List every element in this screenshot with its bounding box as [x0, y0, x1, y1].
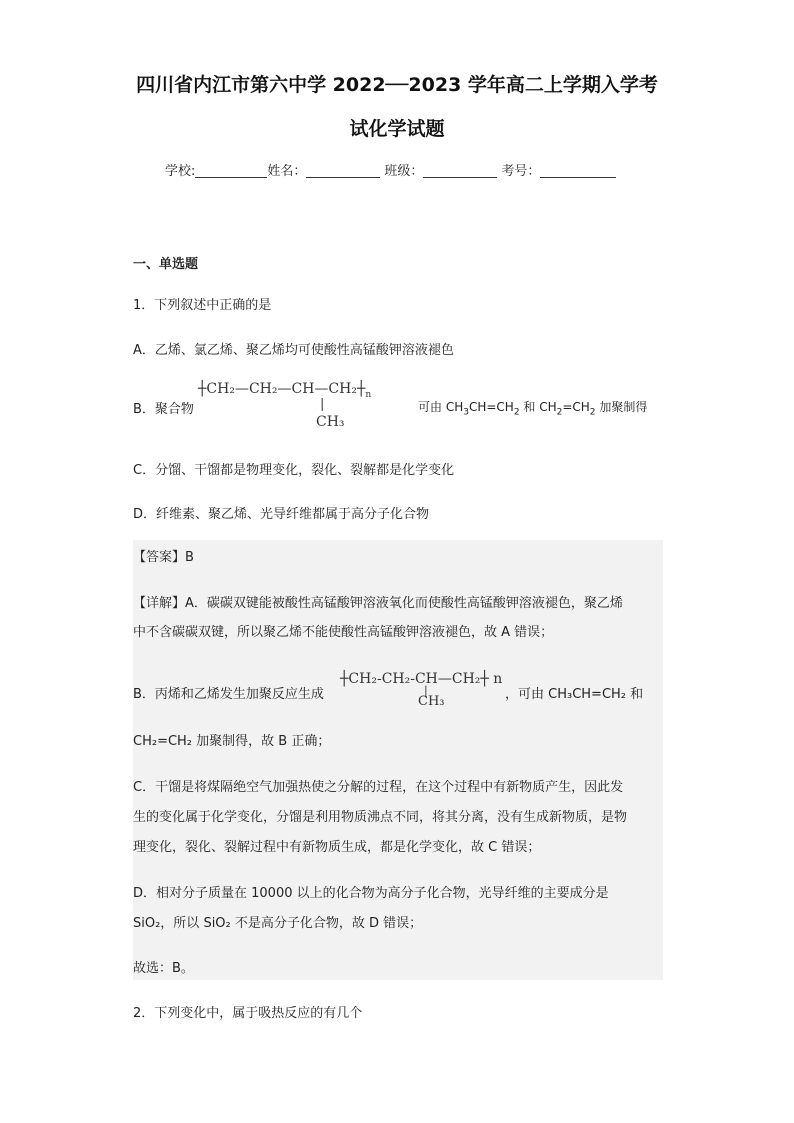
detail-c-line-3: 理变化，裂化、裂解过程中有新物质生成，都是化学变化，故 C 错误；	[133, 840, 541, 855]
class-label: 班级：	[384, 164, 424, 179]
student-info-line	[165, 160, 616, 179]
number-label: 考号：	[501, 164, 541, 179]
name-blank[interactable]	[306, 163, 380, 178]
detail-a-line-1: 【详解】A．碳碳双键能被酸性高锰酸钾溶液氧化而使酸性高锰酸钾溶液褪色，聚乙烯	[133, 596, 623, 611]
polymer-formula-2-branch: CH₃	[418, 694, 445, 709]
polymer-formula-1-branch: CH₃	[316, 414, 345, 430]
polymer-formula-2-bar: |	[424, 684, 428, 697]
q1-option-d: D．纤维素、聚乙烯、光导纤维都属于高分子化合物	[133, 507, 430, 522]
title-line-2: 试化学试题	[349, 118, 445, 140]
q1-option-b-prefix: B．聚合物	[133, 402, 194, 417]
b-suffix-4: =CH	[562, 400, 590, 414]
polymer-formula-1-main: ┼CH₂—CH₂—CH—CH₂┼	[198, 381, 366, 397]
polymer-formula-2-n: n	[493, 671, 503, 687]
title-line-1: 四川省内江市第六中学 2022──2023 学年高二上学期入学考	[136, 74, 658, 96]
name-label: 姓名：	[267, 164, 307, 179]
q2-stem: 2．下列变化中，属于吸热反应的有几个	[133, 1006, 363, 1021]
polymer-formula-1-n: n	[365, 389, 372, 400]
b-suffix-1: 可由 CH	[418, 400, 464, 414]
detail-d-line-2: SiO₂，所以 SiO₂ 不是高分子化合物，故 D 错误；	[133, 916, 423, 931]
b-suffix-5: 加聚制得	[599, 400, 648, 414]
polymer-formula-2-main: ┼CH₂-CH₂-CH—CH₂┼	[340, 671, 489, 687]
q1-option-b-suffix: 可由 $CH_3CH=CH_2$ 和 $CH_2=CH_2$ 加聚制得	[418, 400, 648, 418]
school-blank[interactable]	[195, 163, 267, 178]
q1-stem: 1．下列叙述中正确的是	[133, 298, 272, 313]
detail-c-line-1: C．干馏是将煤隔绝空气加强热使之分解的过程，在这个过程中有新物质产生，因此发	[133, 780, 624, 795]
b-suffix-3: 和 CH	[523, 400, 557, 414]
detail-d-line-1: D．相对分子质量在 10000 以上的化合物为高分子化合物，光导纤维的主要成分是	[133, 886, 609, 901]
detail-c-line-2: 生的变化属于化学变化，分馏是利用物质沸点不同，将其分离，没有生成新物质，是物	[133, 810, 628, 825]
detail-a-line-2: 中不含碳碳双键，所以聚乙烯不能使酸性高锰酸钾溶液褪色，故 A 错误；	[133, 625, 554, 640]
answer-label: 【答案】B	[133, 550, 194, 565]
number-blank[interactable]	[540, 163, 616, 178]
class-blank[interactable]	[423, 163, 497, 178]
section-heading: 一、单选题	[133, 257, 199, 272]
detail-b-suffix: ，可由 CH₃CH=CH₂ 和	[505, 687, 644, 702]
polymer-formula-1	[198, 381, 371, 400]
answer-conclusion: 故选：B。	[133, 961, 194, 976]
q1-option-a: A．乙烯、氯乙烯、聚乙烯均可使酸性高锰酸钾溶液褪色	[133, 343, 454, 358]
polymer-formula-2	[340, 671, 502, 687]
school-label: 学校:	[165, 164, 196, 179]
b-suffix-2: CH=CH	[468, 400, 514, 414]
polymer-formula-1-bar: |	[320, 397, 325, 412]
q1-option-c: C．分馏、干馏都是物理变化，裂化、裂解都是化学变化	[133, 463, 455, 478]
detail-b-line-2: CH₂=CH₂ 加聚制得，故 B 正确；	[133, 734, 331, 749]
detail-b-prefix: B．丙烯和乙烯发生加聚反应生成	[133, 687, 324, 702]
